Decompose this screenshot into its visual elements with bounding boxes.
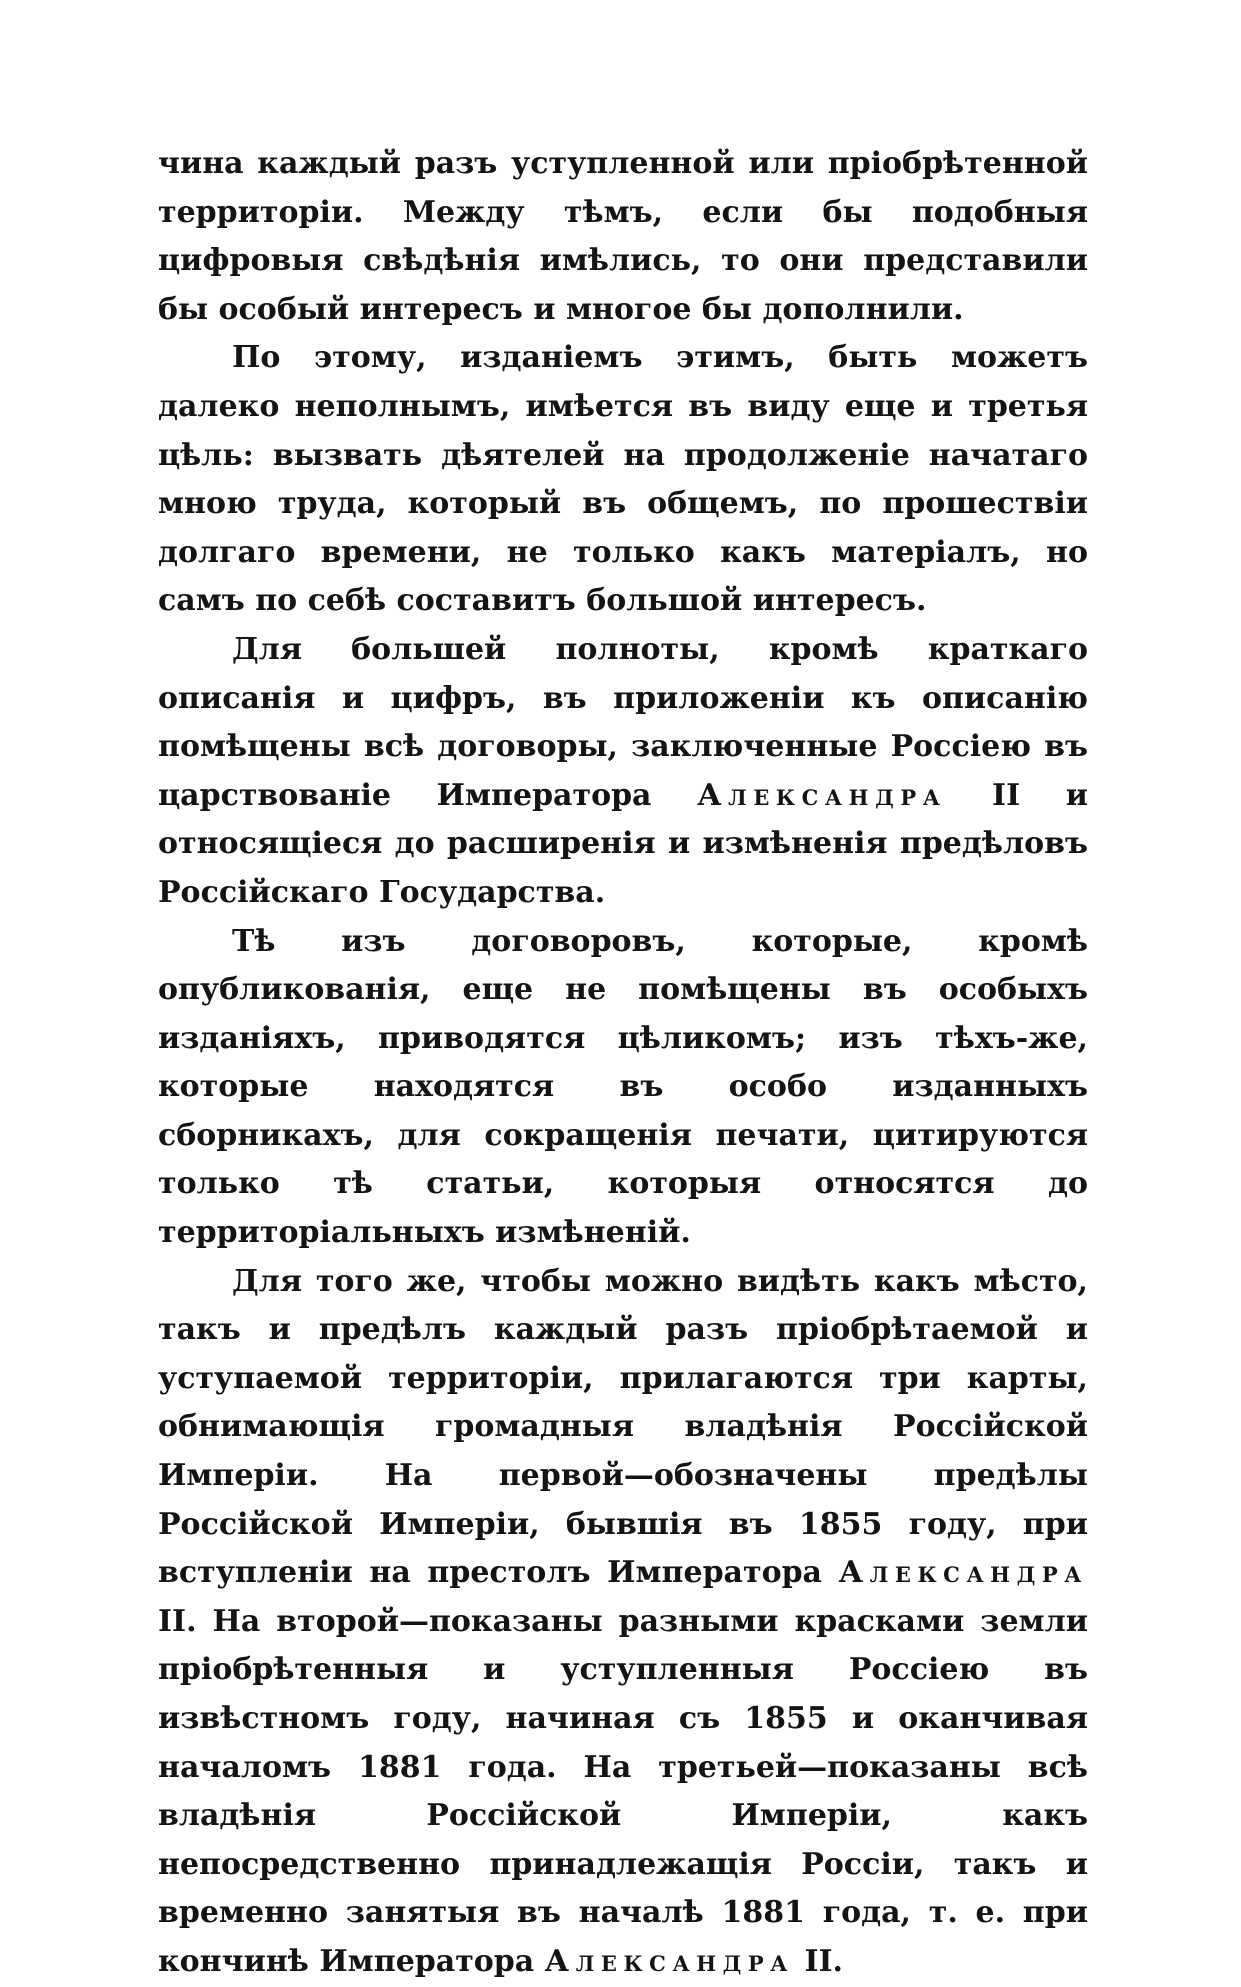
paragraph-1	[158, 140, 1088, 334]
emperor-name: Александра	[697, 777, 947, 813]
paragraph-3-text-b: II и относящіеся до расширенія и измѣненія предѣловъ Россійскаго Государства.	[158, 777, 1088, 910]
paragraph-5-text-a: Для того же, чтобы можно видѣть какъ мѣсто, такъ и предѣлъ каждый разъ пріобрѣтаемой и уступаемой территоріи, прилагаются три карты, обнимающія громадныя владѣнія Россійской Имперіи. На первой—обозначены предѣлы Россійской Имперіи, бывшія въ 1855 году, при вступленіи на престолъ Императора	[158, 1263, 1088, 1591]
emperor-name: Александра	[838, 1555, 1088, 1591]
paragraph-5-text-c: II.	[794, 1943, 843, 1979]
paragraph-5	[158, 1258, 1088, 1987]
emperor-name: Александра	[544, 1943, 795, 1979]
paragraph-3	[158, 626, 1088, 918]
body-text	[158, 140, 1088, 1987]
paragraph-5-text-b: II. На второй—показаны разными красками земли пріобрѣтенныя и уступленныя Россіею въ извѣстномъ году, начиная съ 1855 и оканчивая началомъ 1881 года. На третьей—показаны всѣ владѣнія Россійской Имперіи, какъ непосредственно принадлежащія Россіи, такъ и временно занятыя въ началѣ 1881 года, т. е. при кончинѣ Императора	[158, 1603, 1088, 1979]
paragraph-2	[158, 334, 1088, 626]
paragraph-1-text: чина каждый разъ уступленной или пріобрѣтенной территоріи. Между тѣмъ, если бы подобныя цифровыя свѣдѣнія имѣлись, то они представили бы особый интересъ и многое бы дополнили.	[158, 146, 1088, 327]
paragraph-4	[158, 918, 1088, 1258]
paragraph-2-text: По этому, изданіемъ этимъ, быть можетъ далеко неполнымъ, имѣется въ виду еще и третья цѣль: вызвать дѣятелей на продолженіе начатаго мною труда, который въ общемъ, по прошествіи долгаго времени, не только какъ матеріалъ, но самъ по себѣ составитъ большой интересъ.	[158, 340, 1088, 619]
paragraph-3-text-a: Для большей полноты, кромѣ краткаго описанія и цифръ, въ приложеніи къ описанію помѣщены всѣ договоры, заключенные Россіею въ царствованіе Императора	[158, 631, 1088, 813]
paragraph-4-text: Тѣ изъ договоровъ, которые, кромѣ опубликованія, еще не помѣщены въ особыхъ изданіяхъ, приводятся цѣликомъ; изъ тѣхъ-же, которые находятся въ особо изданныхъ сборникахъ, для сокращенія печати, цитируются только тѣ статьи, которыя относятся до территоріальныхъ измѣненій.	[158, 923, 1088, 1251]
